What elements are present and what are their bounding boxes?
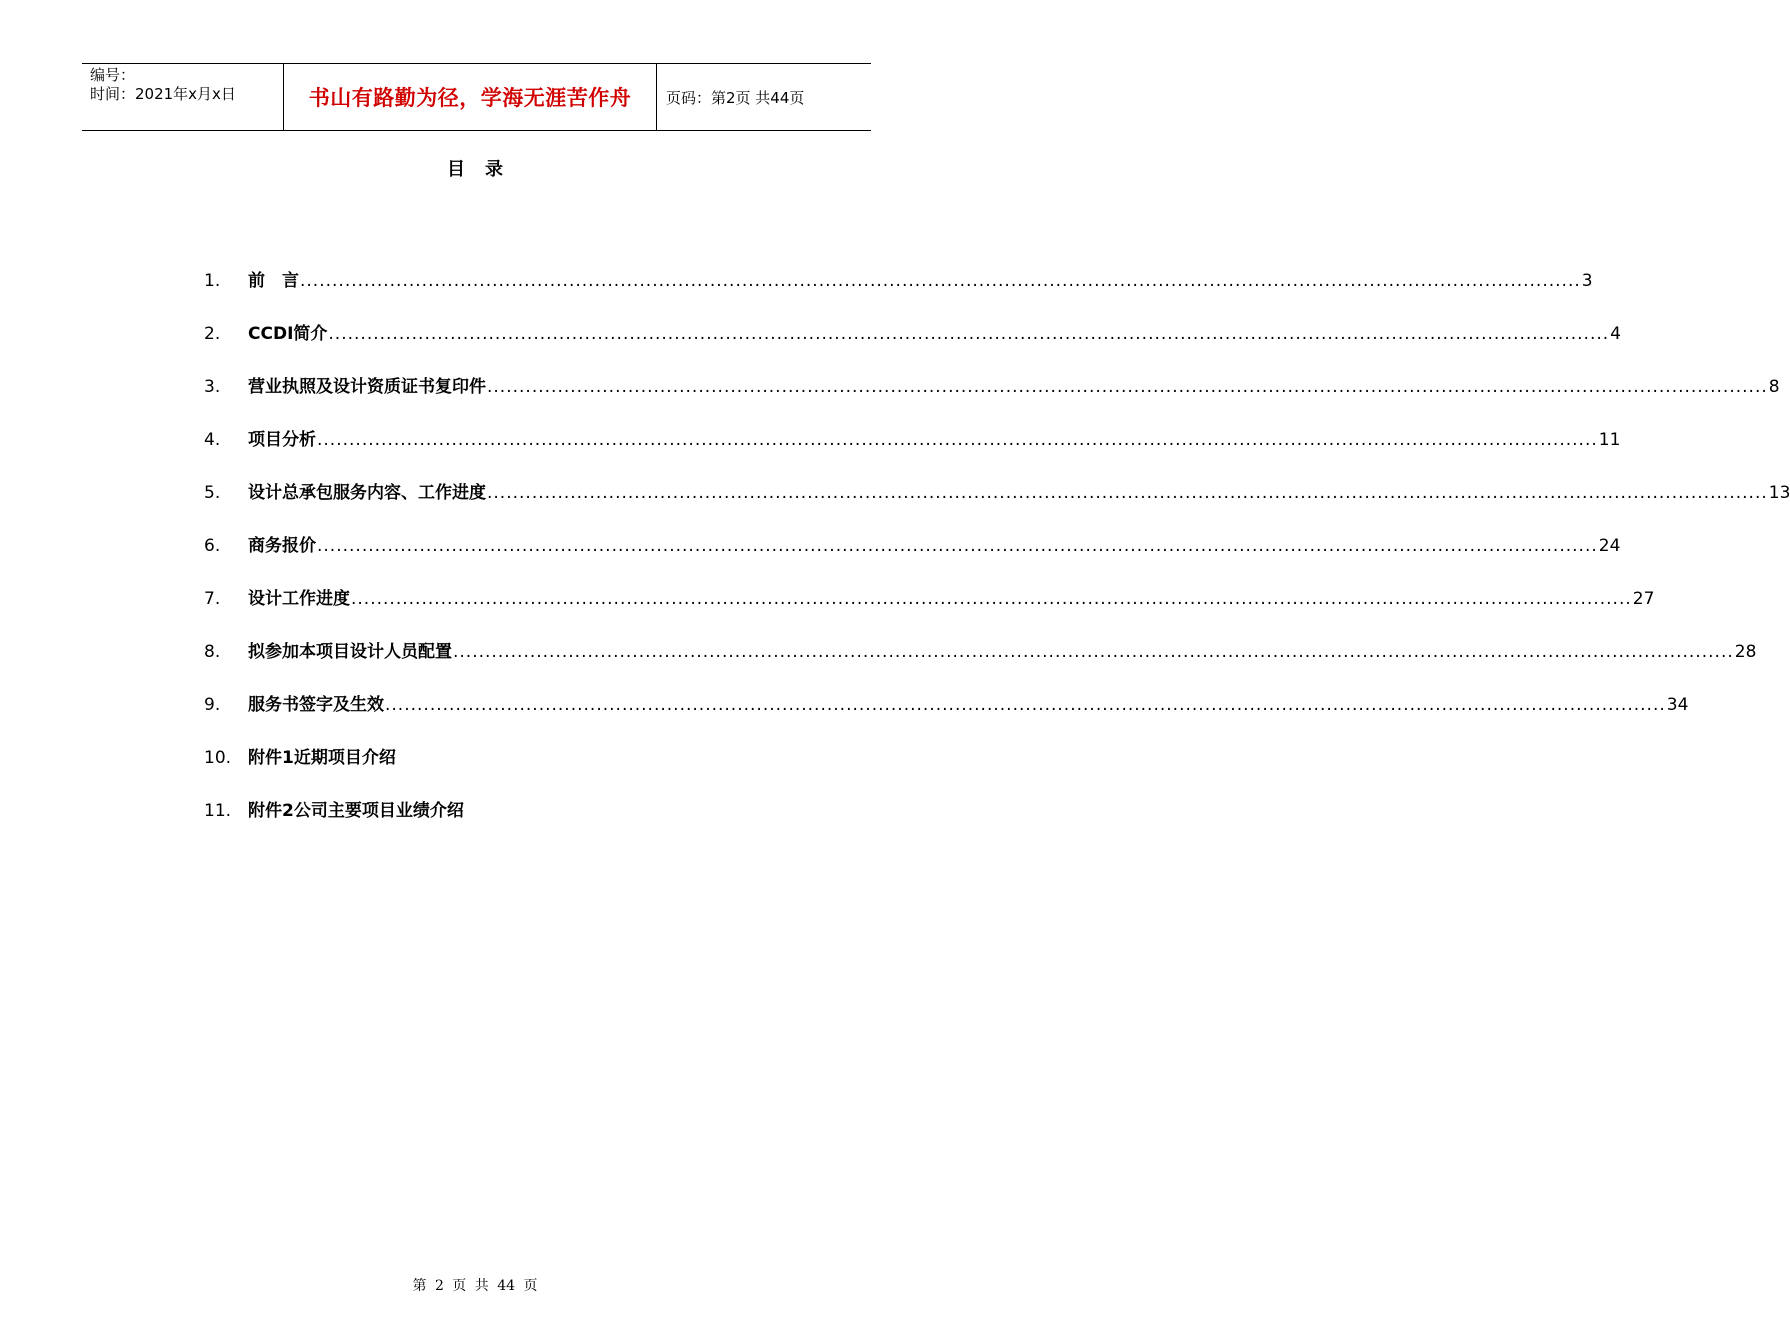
time-label: 时间：2021年x月x日 xyxy=(90,85,236,103)
toc-entry-label: CCDI简介 xyxy=(248,324,328,344)
toc-title: 目录 xyxy=(447,159,523,180)
toc-entry[interactable] xyxy=(204,478,1790,531)
toc-dot-leader: ........................................................................................................................................................................................................ xyxy=(317,536,1598,556)
page-footer: 第 2 页 共 44 页 xyxy=(412,1278,538,1294)
toc-entry[interactable] xyxy=(204,584,1655,637)
toc-entry-label: 附件1近期项目介绍 xyxy=(248,748,396,768)
toc-dot-leader: ........................................................................................................................................................................................................ xyxy=(385,695,1666,715)
toc-entry-number: 6. xyxy=(204,536,221,556)
toc-entry-label: 拟参加本项目设计人员配置 xyxy=(248,642,452,662)
toc-dot-leader: ........................................................................................................................................................................................................ xyxy=(487,377,1768,397)
toc-entry[interactable] xyxy=(204,690,1689,743)
toc-entry-label: 设计工作进度 xyxy=(248,589,350,609)
toc-entry[interactable] xyxy=(204,796,778,849)
toc-entry-page: 13 xyxy=(1768,483,1790,503)
toc-entry-page: 34 xyxy=(1666,695,1689,715)
page-header xyxy=(82,63,871,131)
toc-entry-number: 9. xyxy=(204,695,221,715)
toc-entry-label: 服务书签字及生效 xyxy=(248,695,384,715)
toc-dot-leader: ........................................................................................................................................................................................................ xyxy=(351,589,1632,609)
toc-entry-label: 附件2公司主要项目业绩介绍 xyxy=(248,801,464,821)
header-motto: 书山有路勤为径，学海无涯苦作舟 xyxy=(283,64,657,130)
toc-entry-page: 28 xyxy=(1734,642,1757,662)
toc-dot-leader: ........................................................................................................................................................................................................ xyxy=(300,271,1581,291)
toc-dot-leader: ........................................................................................................................................................................................................ xyxy=(453,642,1734,662)
toc-entry[interactable] xyxy=(204,743,778,796)
toc-dot-leader: ........................................................................................................................................................................................................ xyxy=(487,483,1768,503)
toc-entry-page: 3 xyxy=(1581,271,1593,291)
toc-entry-number: 4. xyxy=(204,430,221,450)
toc-list xyxy=(204,266,1790,849)
toc-dot-leader: ........................................................................................................................................................................................................ xyxy=(317,430,1598,450)
toc-entry[interactable] xyxy=(204,266,1593,319)
header-meta xyxy=(82,64,283,130)
toc-entry-page: 27 xyxy=(1632,589,1655,609)
toc-entry-page: 8 xyxy=(1768,377,1780,397)
toc-entry[interactable] xyxy=(204,319,1621,372)
toc-entry-number: 2. xyxy=(204,324,221,344)
toc-entry-page: 24 xyxy=(1598,536,1621,556)
toc-entry[interactable] xyxy=(204,425,1621,478)
toc-entry[interactable] xyxy=(204,372,1780,425)
toc-entry-number: 5. xyxy=(204,483,221,503)
toc-entry-number: 3. xyxy=(204,377,221,397)
toc-entry-label: 商务报价 xyxy=(248,536,316,556)
toc-entry[interactable] xyxy=(204,637,1757,690)
toc-entry-label: 前 言 xyxy=(248,271,299,291)
toc-entry-page: 11 xyxy=(1598,430,1621,450)
serial-label: 编号： xyxy=(90,66,136,84)
toc-dot-leader: ........................................................................................................................................................................................................ xyxy=(328,324,1610,344)
toc-entry-label: 营业执照及设计资质证书复印件 xyxy=(248,377,486,397)
toc-entry-number: 7. xyxy=(204,589,221,609)
toc-entry-number: 11. xyxy=(204,801,232,821)
header-page-info: 页码：第2页 共44页 xyxy=(666,88,805,107)
toc-entry-label: 项目分析 xyxy=(248,430,316,450)
toc-entry-label: 设计总承包服务内容、工作进度 xyxy=(248,483,486,503)
toc-entry-number: 1. xyxy=(204,271,221,291)
toc-entry-number: 8. xyxy=(204,642,221,662)
toc-entry[interactable] xyxy=(204,531,1621,584)
toc-entry-page: 4 xyxy=(1610,324,1621,344)
toc-entry-number: 10. xyxy=(204,748,232,768)
